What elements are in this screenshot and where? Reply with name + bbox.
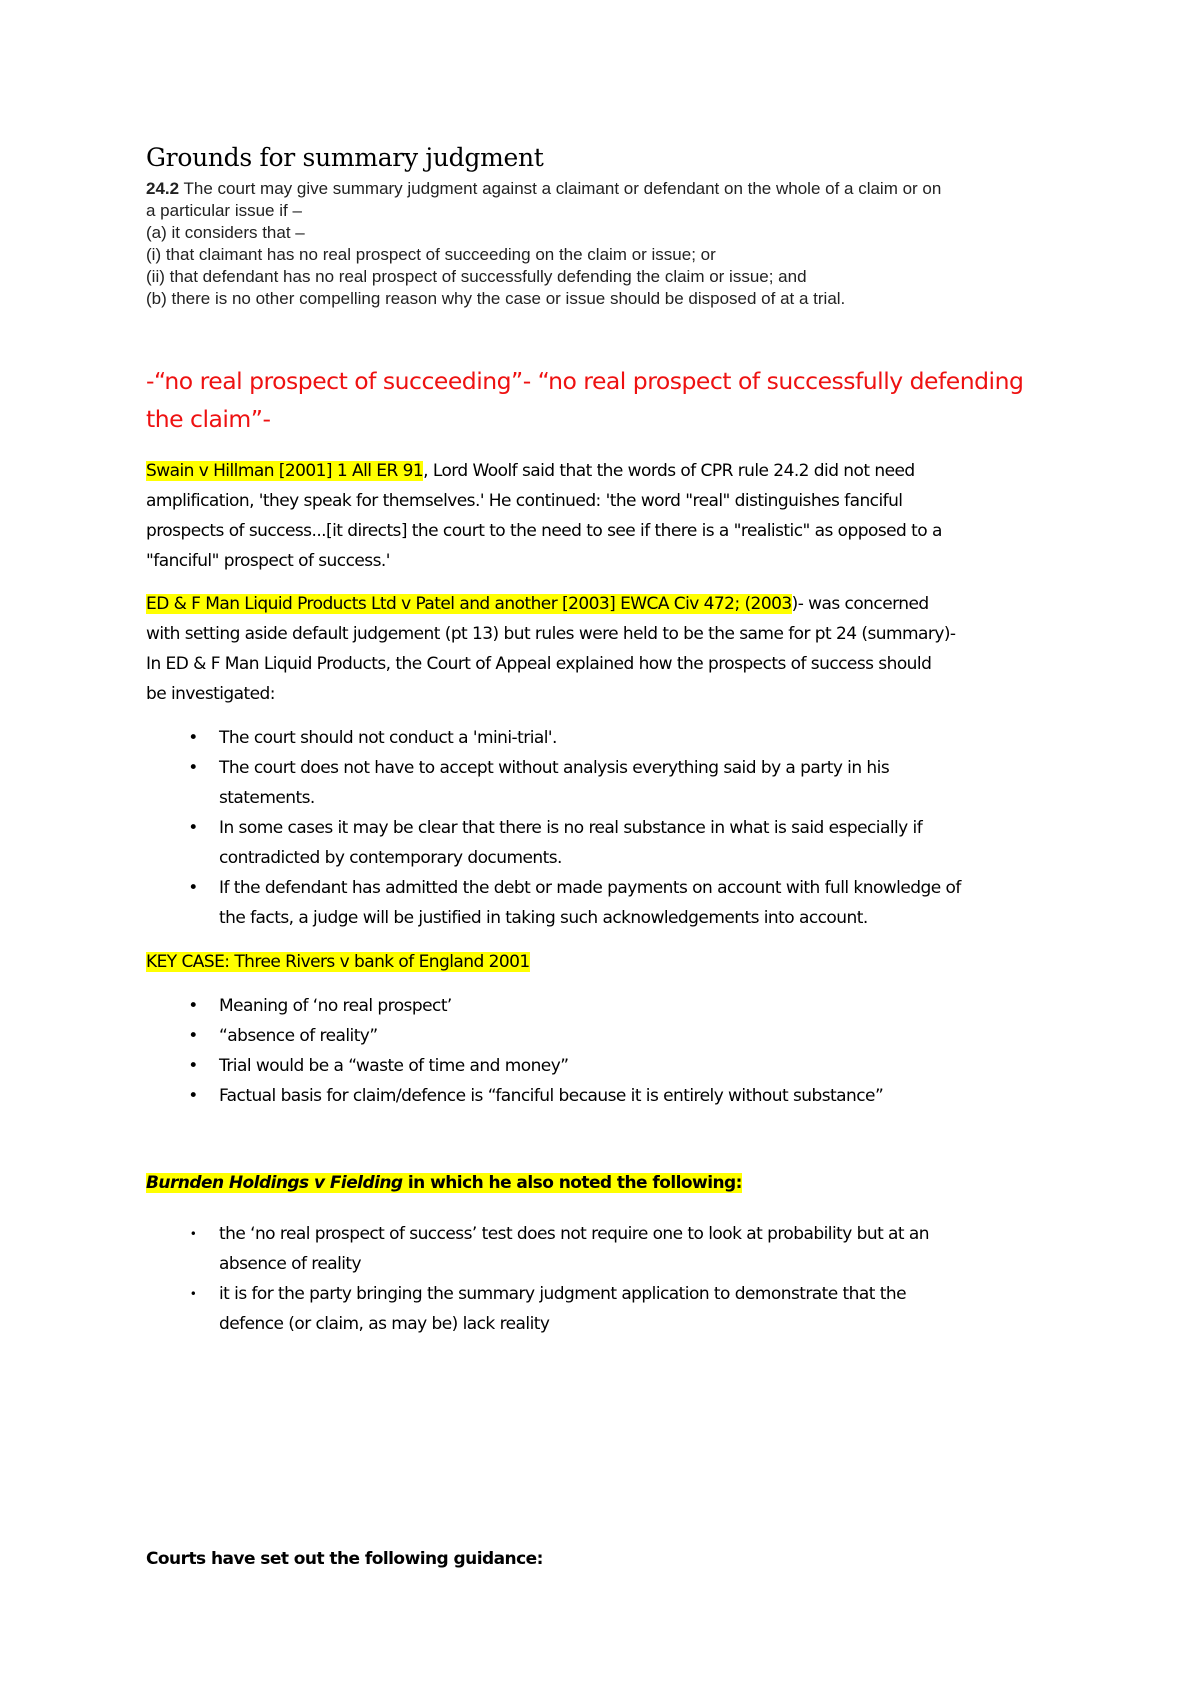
list-item <box>146 813 961 873</box>
case-name: Burnden Holdings v Fielding <box>146 1173 403 1193</box>
list-item-text: Factual basis for claim/defence is “fanciful because it is entirely without substance” <box>219 1086 884 1106</box>
bullet-icon: • <box>188 818 198 838</box>
list-item <box>146 991 883 1021</box>
red-heading-line: -“no real prospect of succeeding”- “no real prospect of successfully defending <box>146 367 1024 395</box>
list-item <box>146 723 961 753</box>
rule-text: The court may give summary judgment against a claimant or defendant on the whole of a claim or on <box>179 179 942 198</box>
bullet-icon: • <box>188 878 198 898</box>
paragraph-line: with setting aside default judgement (pt 13) but rules were held to be the same for pt 24 (summary)- <box>146 624 956 644</box>
case-highlight: ED & F Man Liquid Products Ltd v Patel and another [2003] EWCA Civ 472; (2003 <box>146 594 792 614</box>
swain-paragraph <box>146 456 942 576</box>
list-item <box>146 753 961 813</box>
rule-line: (b) there is no other compelling reason why the case or issue should be disposed of at a trial. <box>146 289 846 308</box>
bullet-icon: • <box>188 1086 198 1106</box>
section-heading-red <box>146 362 1023 438</box>
list-item <box>146 1279 929 1339</box>
list-item-text: contradicted by contemporary documents. <box>219 848 562 868</box>
edf-bullet-list <box>146 723 961 933</box>
paragraph-line: be investigated: <box>146 684 275 704</box>
rule-line: (ii) that defendant has no real prospect of successfully defending the claim or issue; and <box>146 267 807 286</box>
rule-number: 24.2 <box>146 179 180 198</box>
bullet-icon: • <box>189 1287 197 1301</box>
paragraph-text: )- was concerned <box>791 594 929 614</box>
list-item <box>146 1021 883 1051</box>
burnden-paragraph <box>146 1168 742 1198</box>
list-item-text: Meaning of ‘no real prospect’ <box>219 996 452 1016</box>
paragraph-line: prospects of success...[it directs] the court to the need to see if there is a "realistic" as opposed to a <box>146 521 942 541</box>
rule-line <box>146 178 941 200</box>
page-title: Grounds for summary judgment <box>146 143 544 172</box>
rule-24-2 <box>146 178 941 310</box>
key-case-bullet-list <box>146 991 883 1111</box>
paragraph-line: "fanciful" prospect of success.' <box>146 551 390 571</box>
list-item-text: it is for the party bringing the summary judgment application to demonstrate that the <box>219 1284 906 1304</box>
key-case-paragraph <box>146 947 530 977</box>
list-item-text: absence of reality <box>219 1254 362 1274</box>
list-item-text: If the defendant has admitted the debt or made payments on account with full knowledge of <box>219 878 961 898</box>
list-item <box>146 1219 929 1279</box>
red-heading-line: the claim”- <box>146 405 271 433</box>
list-item-text: the facts, a judge will be justified in taking such acknowledgements into account. <box>219 908 868 928</box>
guidance-heading: Courts have set out the following guidance: <box>146 1549 543 1569</box>
key-case-label: KEY CASE: Three Rivers v bank of England 2001 <box>146 952 530 972</box>
list-item <box>146 1051 883 1081</box>
bullet-icon: • <box>188 758 198 778</box>
burnden-highlight <box>146 1173 742 1193</box>
bullet-icon: • <box>188 728 198 748</box>
paragraph-line: amplification, 'they speak for themselves.' He continued: 'the word "real" distinguishes fanciful <box>146 491 903 511</box>
bullet-icon: • <box>188 1026 198 1046</box>
bullet-icon: • <box>188 1056 198 1076</box>
list-item-text: the ‘no real prospect of success’ test does not require one to look at probability but at an <box>219 1224 929 1244</box>
list-item-text: The court should not conduct a 'mini-trial'. <box>219 728 557 748</box>
rule-line: (a) it considers that – <box>146 223 305 242</box>
rule-line: a particular issue if – <box>146 201 302 220</box>
list-item-text: “absence of reality” <box>219 1026 378 1046</box>
list-item-text: The court does not have to accept without analysis everything said by a party in his <box>219 758 890 778</box>
list-item-text: defence (or claim, as may be) lack reality <box>219 1314 550 1334</box>
case-highlight: Swain v Hillman [2001] 1 All ER 91 <box>146 461 424 481</box>
burnden-bullet-list <box>146 1219 929 1339</box>
list-item-text: In some cases it may be clear that there is no real substance in what is said especially if <box>219 818 923 838</box>
list-item-text: Trial would be a “waste of time and money” <box>219 1056 569 1076</box>
paragraph-line: In ED & F Man Liquid Products, the Court of Appeal explained how the prospects of success should <box>146 654 932 674</box>
list-item-text: statements. <box>219 788 315 808</box>
rule-line: (i) that claimant has no real prospect of succeeding on the claim or issue; or <box>146 245 716 264</box>
edf-paragraph <box>146 589 956 709</box>
list-item <box>146 1081 883 1111</box>
bullet-icon: • <box>188 996 198 1016</box>
bullet-icon: • <box>189 1227 197 1241</box>
paragraph-text: , Lord Woolf said that the words of CPR rule 24.2 did not need <box>423 461 915 481</box>
list-item <box>146 873 961 933</box>
paragraph-text: in which he also noted the following: <box>402 1173 742 1193</box>
